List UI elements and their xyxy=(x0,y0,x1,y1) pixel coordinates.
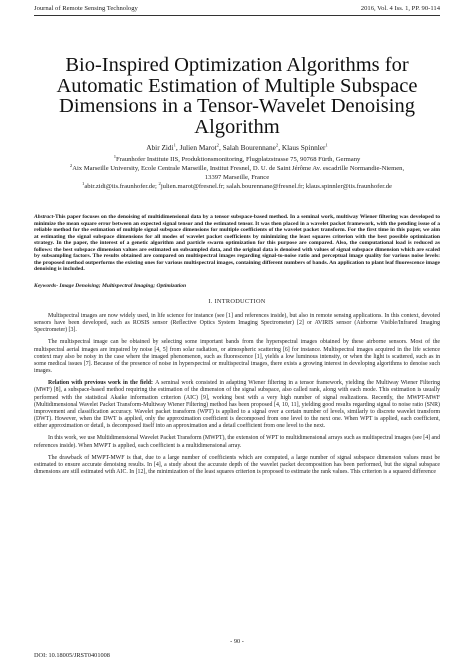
section-heading: I. INTRODUCTION xyxy=(208,298,266,305)
title-line: Automatic Estimation of Multiple Subspace xyxy=(56,74,418,97)
affiliation-1: $^1$Fraunhofer Institute IIS, Produktionsmonitoring, Flugplatzstrasse 75, 90768 Fürth, Germany xyxy=(113,153,361,163)
header-rule xyxy=(34,15,440,16)
issue-info: 2016, Vol. 4 Iss. 1, PP. 90-114 xyxy=(360,5,440,12)
abstract-label: Abstract- xyxy=(34,214,55,220)
doi: DOI: 10.18005/JRST0401008 xyxy=(34,652,110,659)
author-list xyxy=(30,143,444,152)
affiliation-marker: 2 xyxy=(275,142,279,148)
title-line: Dimensions in a Tensor-Wavelet Denoising xyxy=(59,95,415,117)
affiliation-2-city: 13397 Marseille, France xyxy=(204,174,270,181)
abstract xyxy=(34,214,440,273)
keywords: Keywords- Image Denoising; Multispectral Imaging; Optimization xyxy=(34,283,187,289)
running-header xyxy=(34,5,440,13)
title-line: Bio-Inspired Optimization Algorithms for xyxy=(65,54,409,76)
journal-name: Journal of Remote Sensing Technology xyxy=(34,5,138,12)
author-name: , Julien Marot xyxy=(175,143,217,152)
author-emails: $^1$abir.zidi@iis.fraunhofer.de; $^2$julien.marot@fresnel.fr; salah.bourennane@fresnel.fr; klaus.spinnler@iis.fraunhofer.de xyxy=(82,180,392,190)
author-name: Abir Zidi xyxy=(146,143,174,152)
abstract-text: This paper focuses on the denoising of multidimensional data by a tensor subspace-based method. In a seminal work, multiway Wiener filtering was developed to minimize the mean square error between an expected signal tensor and the estimated tensor. It was then placed in a wavelet packet framework, with the pending issue of a reliable method for the estimation of multiple signal subspace dimensions for multiple coefficients of the wavelet packet transform. For the first time in this paper, we aim at estimating the signal subspace dimensions for all modes of wavelet packet coefficients by minimizing the least squares criterion with the best possible optimization strategy. In the paper, the interest of a genetic algorithm and particle swarm optimization for this purpose are compared. Also, the computational load is reduced as follows: the best subspace dimension values are estimated on subsampled data, and the original data is denoised with values of signal subspace dimension which are scaled by subsampling factors. The results obtained are compared on multispectral images regarding signal-to-noise ratio and perceptual image quality for various noise levels: the proposed method outperforms the existing ones for various multispectral images, containing different numbers of bands. An application to plant leaf fluorescence image denoising is included. xyxy=(34,214,440,273)
paragraph: The multispectral image can be obtained by selecting some important bands from the hyperspectral images obtained by these airborne sensors. Most of the multispectral aerial images are impaired by noise [4, 5] from solar radiation, or atmospheric scattering [6] for instance. Multispectral images acquired in the life science context may also be noisy in the case where the imaged phenomenon, such as fluorescence [1], yields a low luminous intensity, or when the light is scattered, such as in some medical issues [7]. Because of the presence of noise in hyperspectral or multispectral images, there exists a growing interest in developing algorithms to denoise such images. xyxy=(34,339,440,375)
affiliations xyxy=(30,155,444,191)
author-name: , Salah Bourennane xyxy=(218,143,276,152)
title-line: Algorithm xyxy=(194,115,280,138)
body-text xyxy=(34,313,440,481)
affiliation-marker: 1 xyxy=(173,142,176,148)
paper-title xyxy=(40,55,434,137)
paragraph: Multispectral images are now widely used, in life science for instance (see [1] and references inside), but also in remote sensing applications. In this context, devoted sensors have been developed, such as ROSIS sensor (Reflective Optics System Imaging Spectrometer) [2] or AVIRIS sensor (Airborne Visible/Infrared Imaging Spectrometer) [3]. xyxy=(34,313,440,334)
paragraph: The drawback of MWPT-MWF is that, due to a large number of coefficients which are computed, a large number of signal subspace dimension values must be estimated to ensure accurate denoising results. In [4], a study about the accurate depth of the wavelet packet decomposition has been performed, but the signal subspace dimensions are still estimated with AIC. In [12], the minimization of the least squares criterion is proposed to estimate the rank values. This criterion is a squared difference xyxy=(34,454,440,475)
affiliation-marker: 1 xyxy=(325,142,328,148)
paragraph: In this work, we use Multidimensional Wavelet Packet Transform (MWPT), the extension of WPT to multidimensional arrays such as multispectral images (see [4] and references inside). When MWPT is applied, each coefficient is a multidimensional array. xyxy=(34,435,440,449)
page-number: - 90 - xyxy=(230,638,244,645)
affiliation-marker: 2 xyxy=(216,142,219,148)
paragraph-lead: Relation with previous work in the field: xyxy=(48,380,156,387)
author-name: , Klaus Spinnler xyxy=(278,143,326,152)
affiliation-2: $^2$Aix Marseille University, Ecole Centrale Marseille, Institut Fresnel, D. U. de Saint Jérôme Av. escadrille Normandie-Niemen, xyxy=(69,162,405,172)
paragraph: Relation with previous work in the field: A seminal work consisted in adapting Wiener filtering in a tensor framework, yielding the Multiway Wiener Filtering (MWF) [8], a subspace-based method requiring the estimation of the dimension of the signal subspace, also called rank, along with each mode. This estimation is usually performed with the statistical Akaike information criterion (AIC) [9], working best with a very high number of signal realizations. Recently, the MWPT-MWF (Multidimensional Wavelet Packet Transform-Multiway Wiener Filtering) method has been proposed [4, 10, 11], yielding good results regarding signal to noise ratio (SNR) improvement and classification accuracy. Wavelet packet transform (WPT) is applied to a signal over a certain number of levels, similarly to discrete wavelet transform (DWT). However, when the DWT is applied, only the approximation coefficient is decomposed from one level to the next one. When WPT is applied, each coefficient, either approximation or detail, is decomposed itself into an approximation and a detail coefficient from one level to the next. xyxy=(34,380,440,430)
